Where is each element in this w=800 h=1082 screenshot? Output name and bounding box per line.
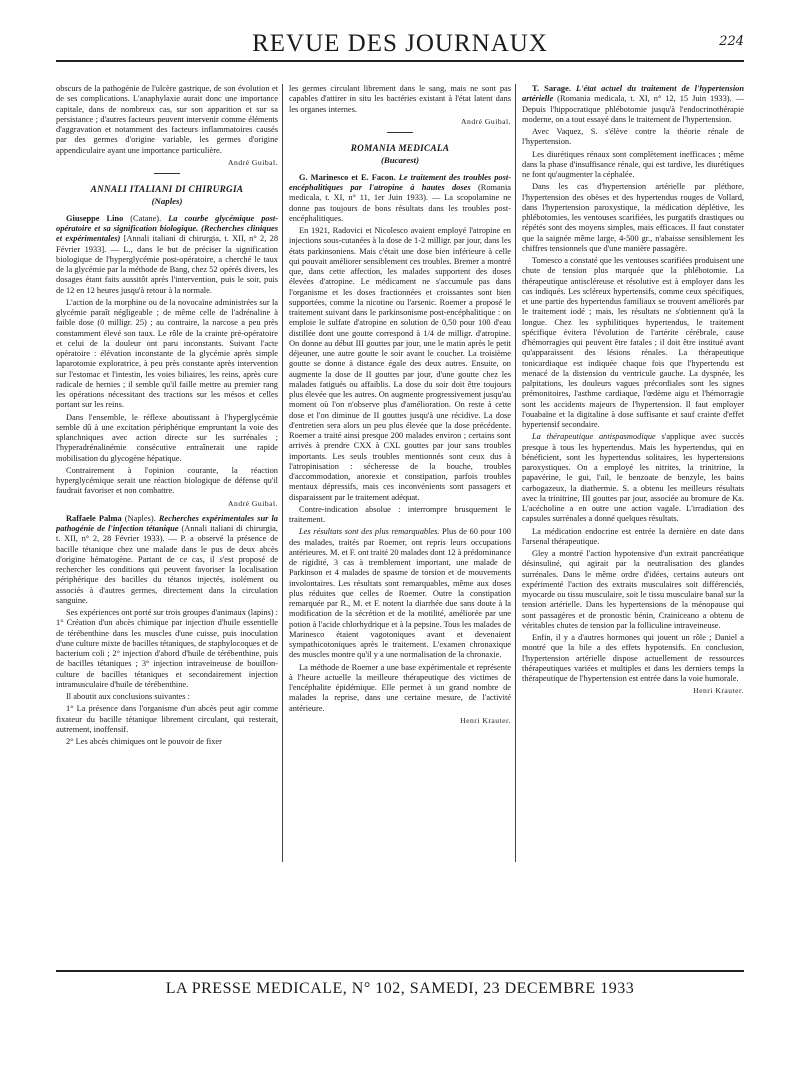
article-entry <box>56 514 278 606</box>
paragraph: Tomesco a constaté que les ventouses scarifiées produisent une chute de tension plus marquée que la phlébotomie. La thérapeutique antiscléreuse et résolutive est à employer dans les cas indiqués. Les scléreux hypertensifs, comme ceux spécifiques, et une partie des hypertendus familiaux se trouvent améliorés par le traitement iodé ; mais, les résultats ne s'obtiennent qu'à la longue. Chez les syphilitiques hypertendus, le traitement spécifique évitera l'évolution de l'artérite cérébrale, cause d'hémorragies qui peuvent être fatales ; il doit être institué avant qu'apparaissent des lésions rénales. La thérapeutique tonicardiaque est indiquée chaque fois que l'hypertendu est menacé de la distension du ventricule gauche. La dyspnée, les palpitations, les douleurs vagues précordiales sont les signes prémonitoires, l'asthme cardiaque, l'œdème aigu et l'hémorragie sont les accidents majeurs de l'hypertension. Il faut employer l'ouabaïne et la digitaline à dose suffisante et sauf crainte d'effet hypertensif secondaire. <box>522 256 744 429</box>
paragraph: Contre-indication absolue : interrompre brusquement le traitement. <box>289 504 511 525</box>
signature: Henri Krauter. <box>693 686 744 696</box>
article-entry <box>522 84 744 125</box>
author-place: (Naples). <box>121 513 159 523</box>
signature: André Guibal. <box>228 157 278 167</box>
paragraph <box>522 432 744 524</box>
column-3 <box>522 84 744 862</box>
paragraph: Dans les cas d'hypertension artérielle par pléthore, l'hypertension des obèses et des hypertendus rouges de Vollard, dans l'hypertension paroxystique, la médication déplétive, les phlébotomies, les ventouses scarifiées, les purgatifs drastiques ou répétés sont des moyens simples, mais efficaces. Il faut constater que la saignée même large, 4-500 gr., n'abaisse sensiblement les chiffres tensionnels que d'une manière passagère. <box>522 182 744 253</box>
paragraph: 2° Les abcès chimiques ont le pouvoir de fixer <box>66 737 222 747</box>
article-entry <box>56 214 278 296</box>
paragraph: La médication endocrine est entrée la dernière en date dans l'arsenal thérapeutique. <box>522 526 744 546</box>
paragraph: Les diurétiques rénaux sont complètement inefficaces ; même dans la phase d'insuffisance rénale, qui est tardive, les diurétiques ne font qu'augmenter la céphalée. <box>522 149 744 179</box>
journal-section-title: REVUE DES JOURNAUX <box>252 30 548 57</box>
column-2 <box>289 84 516 862</box>
paragraph-body: Plus de 60 pour 100 des malades, traités par Roemer, ont repris leurs occupations antérieures. M. et F. ont traité 20 malades dont 12 à prédominance de rigidité, 3 cas à tremblement important, une malade de Parkinson et 4 malades de spasme de torsion et de mouvements involontaires. Les résultats sont remarquables, même aux doses plus réduites que celles de Roemer. Outre la constipation remarquée par R., M. et F. notent la diarrhée due sans doute à la modification de la sécrétion et de la motilité, améliorée par une potion à l'acide chlorhydrique et à la pepsine. Tous les malades de Marinesco étaient vagotoniques avant et devenaient sympathicotoniques après le traitement. L'examen chronaxique des muscles montre qu'il y a une normalisation de la chronaxie. <box>289 527 511 660</box>
article-reference: (Romania medicala, t. XI, n° 12, 15 Juin 1933). — Depuis l'hippocratique phlébotomie jusqu'à l'endocrinothérapie moderne, on a tout essayé dans le traitement de l'hypertension. <box>522 94 744 124</box>
paragraph: Il aboutit aux conclusions suivantes : <box>66 692 190 702</box>
paragraph: obscurs de la pathogénie de l'ulcère gastrique, de son évolution et de ses complications. L'anaphylaxie aurait donc une importance capitale, dans de nombreux cas, sur son apparition et sur sa persistance ; d'autres facteurs peuvent intervenir comme éléments d'aggravation et notamment des facteurs inflammatoires causés par des germes d'origine variable, les germes d'origine appendiculaire ayant une importance particulière. <box>56 84 278 155</box>
paragraph: Gley a montré l'action hypotensive d'un extrait pancréatique désinsuliné, qui agirait par la neutralisation des glandes surrénales. Dans le même ordre d'idées, certains auteurs ont expérimenté l'action des extraits musculaires soit différenciés, myocarde ou tissu musculaire, soit le tissu musculaire banal sur la tension artérielle. Dans les hypertensions de la ménopause qui sont passagères et de pronostic bénin, Crainiceano a obtenu de véritables chutes de tension par la folliculine intraveineuse. <box>522 549 744 630</box>
paragraph: En 1921, Radovici et Nicolesco avaient employé l'atropine en injections sous-cutanées à la dose de 1-2 milligr. par jour, dans les états parkinsoniens. Mais c'était une dose bien inférieure à celle qui pouvait améliorer sensiblement ces troubles. Bremer a montré que, dans cette affection, les malades supportent des doses élevées d'atropine. Le médicament ne s'accumule pas dans l'organisme et les doses fractionnées et croissantes sont bien supportées, comme la nicotine ou l'arsenic. Roemer a proposé le traitement suivant dans le parkinsonisme post-encéphalitique : on emploie le sulfate d'atropine en solution de 0,50 pour 100 d'eau distillée dont une goutte correspond à 1/4 de milligr. d'atropine. On donne au début III gouttes par jour, une le matin après le petit déjeuner, une autre goutte le soir avant le coucher. La troisième goutte se donne à distance égale des deux autres. Ensuite, on augmente la dose de II gouttes par jour, d'une goutte chez les malades fatigués ou affaiblis. La dose du soir doit être toujours plus élevée que les autres. On augmente progressivement jusqu'au moment où l'on n'observe plus d'amélioration. On reste à cette dose et l'on diminue de II gouttes jusqu'à une récidive. La dose d'entretien sera alors un peu plus élevée que la dose précédente. Roemer a traité ainsi presque 200 malades environ ; certains sont arrivés à prendre CXX à CXL gouttes par jour sans troubles importants. Les seuls troubles mentionnés sont ceux dus à l'atropinisation : sécheresse de la bouche, troubles d'accommodation, anorexie et constipation, parfois troubles mentaux dépressifs, mais ces inconvénients sont passagers et disparaissent par le traitement adéquat. <box>289 226 511 502</box>
signature: André Guibal. <box>228 498 278 508</box>
paragraph-lead: Les résultats sont des plus remarquables. <box>299 527 440 537</box>
article-reference: [Annali italiani di chirurgia, t. XII, n° 2, 28 Février 1933]. — L., dans le but de préciser la signification biologique de l'hyperglycémie post-opératoire, a cherché le taux de la glycémie par la méthode de Bang, chez 52 opérés divers, les dosages étant faits aussitôt après l'intervention, puis le soir, puis de 12 en 12 heures jusqu'à retour à la normale. <box>56 234 279 295</box>
article-author: Raffaele Palma <box>66 513 122 523</box>
paragraph <box>289 527 511 660</box>
page-number: 224 <box>719 34 744 49</box>
paragraph: L'action de la morphine ou de la novocaïne administrées sur la glycémie paraît négligeable ; de même celle de l'adrénaline à faible dose (0 milligr. 25) ; au contraire, la narcose a peu près constamment élevé son taux. Le rôle de la crainte pré-opératoire et celui de la douleur ont paru inconstants. Suivant l'acte opératoire : élévation inconstante de la glycémie après simple laparotomie exploratrice, à peu près constante après intervention sur l'estomac et l'intestin, les voies biliaires, les reins, après cure radicale de hernies ; il semble qu'il faille mettre au premier rang les opérations nécessitant des tractions sur les mésos et celles portant sur les reins. <box>56 297 278 410</box>
article-author: T. Sarage. <box>532 84 571 93</box>
author-place: (Catane). <box>123 213 169 223</box>
paragraph: Avec Vaquez, S. s'élève contre la théorie rénale de l'hypertension. <box>522 127 744 147</box>
paragraph-body: s'applique avec succès presque à tous les hypertendus. Mais les hypertendus, qui en bénéficient, sont les hypertendus solitaires, les hypertensions paroxystiques. On a employé les nitrites, la trinitrine, la papavérine, le gui, l'ail, le benzoate de benzyle, les bains carbogazeux, la diathermie. S. a obtenu les meilleurs résultats avec la trinitrine, III gouttes par jour, associée au bromure de Ka. L'acécholine a en outre une action vagale. L'irradiation des capsules surrénales a donné quelques résultats. <box>522 432 744 524</box>
article-title: L'état actuel du traitement de l'hypertension artérielle <box>522 84 744 104</box>
signature: Henri Krauter. <box>460 715 511 725</box>
article-author: Giuseppe Lino <box>66 213 124 223</box>
paragraph: 1° La présence dans l'organisme d'un abcès peut agir comme fixateur du bacille tétanique librement circulant, qui resterait, autrement, inoffensif. <box>56 704 278 734</box>
paragraph-lead: La thérapeutique antispasmodique <box>532 432 656 442</box>
publication-line: LA PRESSE MEDICALE, N° 102, SAMEDI, 23 DECEMBRE 1933 <box>165 980 635 997</box>
article-columns <box>56 84 744 862</box>
article-title: Recherches expérimentales sur la pathogénie de l'infection tétanique <box>56 513 278 534</box>
journal-city: (Bucarest) <box>380 155 420 166</box>
journal-heading: ANNALI ITALIANI DI CHIRURGIA <box>90 184 244 194</box>
page-header <box>56 26 744 62</box>
article-reference: (Annali italiani di chirurgia, t. XII, n° 2, 28 Février 1933). — P. a observé la présence de bacille tétanique chez une malade dans le pus de deux abcès d'origine hématogène. Partant de ce cas, il s'est proposé de rechercher les conditions qui peuvent favoriser la localisation périphérique des bacilles du tétanos injectés, isolément ou associés à d'autres germes, directement dans la circulation sanguine. <box>56 524 278 605</box>
article-author: G. Marinesco et E. Facon. <box>299 172 396 182</box>
paragraph: Ses expériences ont porté sur trois groupes d'animaux (lapins) : 1° Création d'un abcès chimique par injection d'huile essentielle de térébenthine dans les muscles d'une cuisse, puis inoculation d'une culture mixte de bacilles tétaniques, de staphylocoques et de bacterium coli ; 2° injection d'abord d'huile de térébenthine, puis de bacilles tétaniques ; 3° injection intraveineuse de bouillon-culture de bacilles tétaniques et secondairement injection intramusculaire d'huile de térébenthine. <box>56 608 278 689</box>
paragraph: Enfin, il y a d'autres hormones qui jouent un rôle ; Daniel a montré que la bile a des effets hypotensifs. En conclusion, l'hypertension artérielle dispose actuellement de ressources thérapeutiques variées et multiples et dans les derniers temps la thérapeutique de l'hypertension est entrée dans la voie humorale. <box>522 633 744 683</box>
paragraph: Dans l'ensemble, le réflexe aboutissant à l'hyperglycémie semble dû à une excitation périphérique empruntant la voie des splanchniques avec action directe sur les surrénales ; l'hyperadrénalinémie consécutive entraînerait une rapide mobilisation du glycogène hépatique. <box>56 412 278 463</box>
journal-city: (Naples) <box>151 196 183 207</box>
divider <box>387 132 413 133</box>
signature: André Guibal. <box>461 116 511 126</box>
page-footer <box>56 970 744 1000</box>
article-reference: (Romania medicala, t. XI, n° 11, 1er Juin 1933). — La scopolamine ne donne pas toujours de bons résultats dans les troubles post-encéphalitiques. <box>289 183 511 223</box>
journal-heading: ROMANIA MEDICALA <box>350 143 450 153</box>
article-entry <box>289 173 511 224</box>
article-title: La courbe glycémique post-opératoire et sa signification biologique. (Recherches cliniques et expérimentales) <box>56 213 278 244</box>
paragraph: les germes circulant librement dans le sang, mais ne sont pas capables d'attirer in situ les bactéries existant à l'état latent dans les organes internes. <box>289 84 511 114</box>
divider <box>154 173 180 174</box>
paragraph: Contrairement à l'opinion courante, la réaction hyperglycémique serait une réaction biologique de défense qu'il faudrait favoriser et non combattre. <box>56 465 278 496</box>
column-1 <box>56 84 283 862</box>
paragraph: La méthode de Roemer a une base expérimentale et représente à l'heure actuelle la meilleure thérapeutique des victimes de l'encéphalite épidémique. Elle permet à un grand nombre de malades la reprise, dans une certaine mesure, de l'activité antérieure. <box>289 662 511 713</box>
article-title: Le traitement des troubles post-encéphalitiques par l'atropine à hautes doses <box>289 172 511 193</box>
